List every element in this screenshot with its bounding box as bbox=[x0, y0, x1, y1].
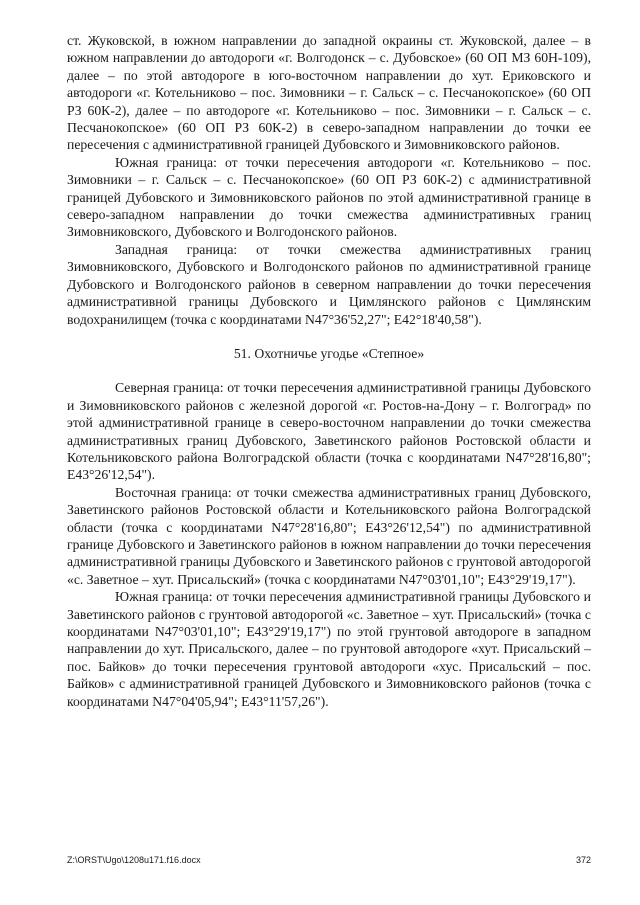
paragraph-south-border: Южная граница: от точки пересечения административной границы Дубовского и Заветинского районов с грунтовой автодорогой «с. Заветное – хут. Присальский» (точка с координатами N47°03'01,10"; E43°29'19,17") по этой грунтовой автодороге в западном направлении до хут. Присальского, далее – по грунтовой автодороге «хут. Присальский – пос. Байков» до точки пересечения грунтовой автодороги «хус. Присальский – пос. Байков» с административной границей Дубовского и Зимовниковского районов (точка с координатами N47°04'05,94"; E43°11'57,26"). bbox=[67, 589, 591, 709]
document-page bbox=[67, 32, 591, 710]
footer-file-path: Z:\ORST\Ugo\1208u171.f16.docx bbox=[67, 855, 201, 865]
paragraph-east-border: Восточная граница: от точки смежества административных границ Дубовского, Заветинского районов Ростовской области и Котельниковского района Волгоградской области (точка с координатами N47°28'16,80"; E43°26'12,54") по административной границе Дубовского и Заветинского районов в южном направлении до точки пересечения административной границы Дубовского и Заветинского районов с грунтовой автодорогой «с. Заветное – хут. Присальский» (точка с координатами N47°03'01,10"; E43°29'19,17"). bbox=[67, 484, 591, 587]
page-number: 372 bbox=[575, 855, 591, 865]
spacer bbox=[67, 328, 591, 345]
paragraph-west-border-prev: Западная граница: от точки смежества административных границ Зимовниковского, Дубовского и Волгодонского районов по административной границе Дубовского и Волгодонского районов в северном направлении до точки пересечения административной границы Дубовского и Цимлянского районов с Цимлянским водохранилищем (точка с координатами N47°36'52,27"; E42°18'40,58"). bbox=[67, 241, 591, 327]
section-heading: 51. Охотничье угодье «Степное» bbox=[233, 345, 425, 361]
paragraph-north-border: Северная граница: от точки пересечения административной границы Дубовского и Зимовниковского районов с железной дорогой «г. Ростов-на-Дону – г. Волгоград» по этой административной границе в северо-восточном направлении до точки смежества административных границ Дубовского, Заветинского районов Ростовской области и Котельниковского района Волгоградской области (точка с координатами N47°28'16,80"; E43°26'12,54"). bbox=[67, 380, 591, 483]
spacer bbox=[67, 362, 591, 379]
paragraph-continuation: ст. Жуковской, в южном направлении до западной окраины ст. Жуковской, далее – в южном направлении до автодороги «г. Волгодонск – с. Дубовское» (60 ОП МЗ 60Н-109), далее – по этой автодороге в юго-восточном направлении до хут. Ериковского и автодороги «г. Котельниково – пос. Зимовники – г. Сальск – с. Песчанокопское» (60 ОП РЗ 60К-2), далее – по автодороге «г. Котельниково – пос. Зимовники – г. Сальск – с. Песчанокопское» (60 ОП РЗ 60К-2) в северо-западном направлении до точки ее пересечения с административной границей Дубовского и Зимовниковского районов. bbox=[67, 33, 591, 153]
paragraph-south-border-prev: Южная граница: от точки пересечения автодороги «г. Котельниково – пос. Зимовники – г. Сальск – с. Песчанокопское» (60 ОП РЗ 60К-2) с административной границей Дубовского и Зимовниковского районов по этой административной границе в северо-западном направлении до точки смежества административных границ Зимовниковского, Дубовского и Волгодонского районов. bbox=[67, 154, 591, 240]
